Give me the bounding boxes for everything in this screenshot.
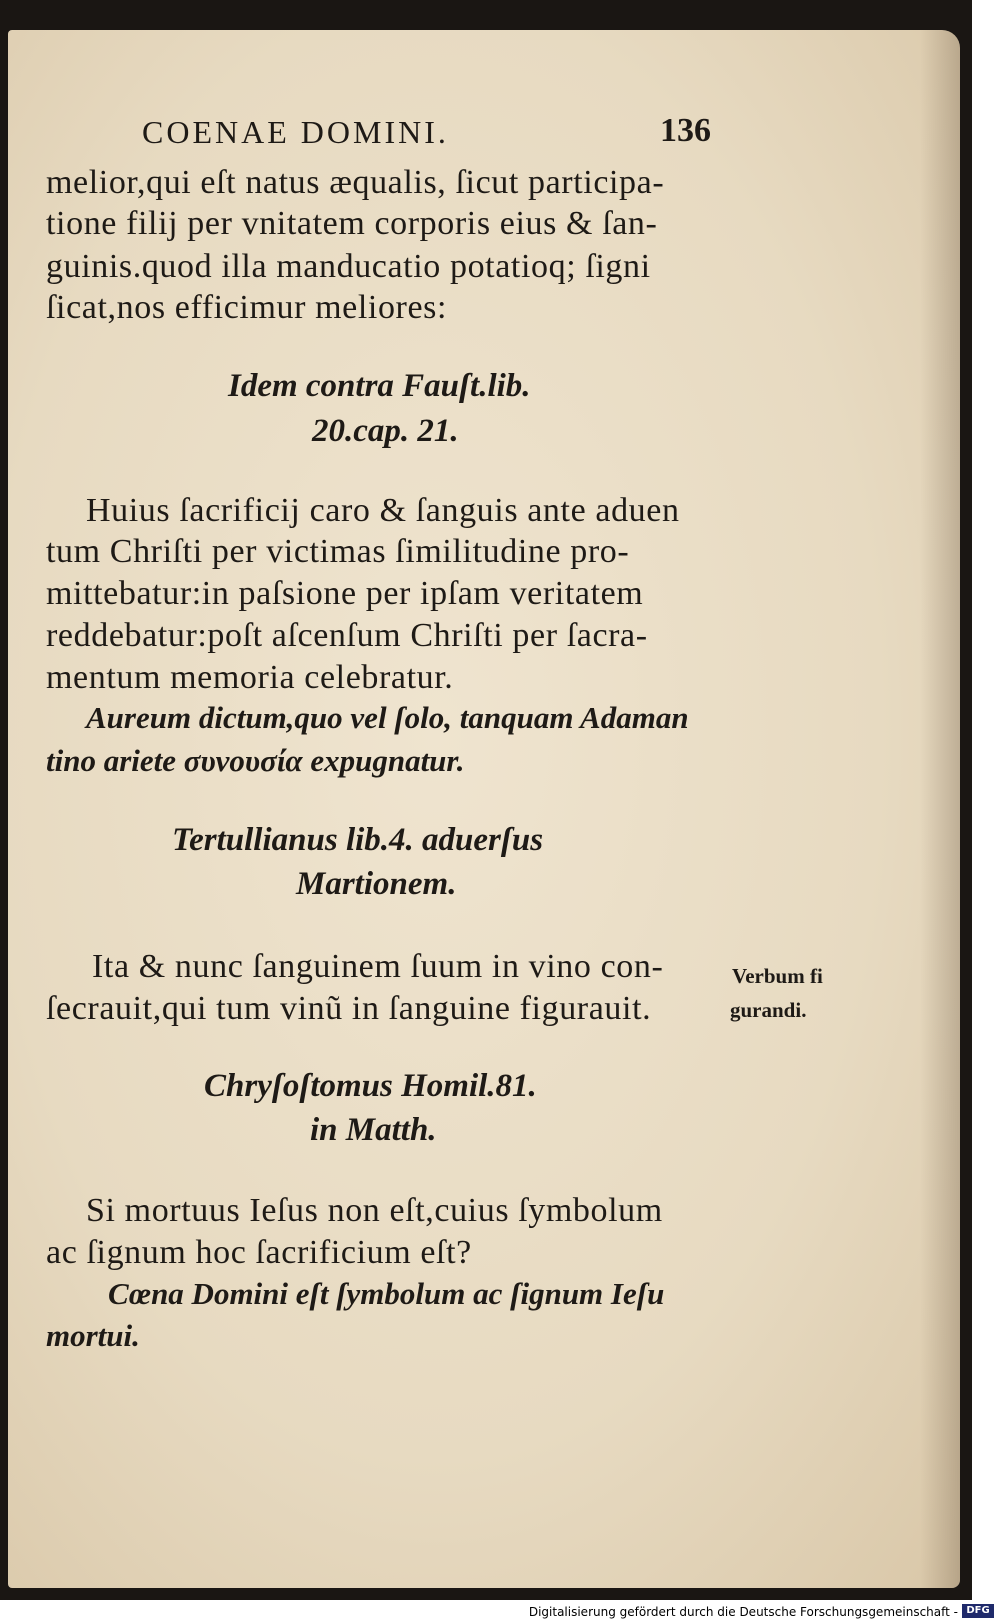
- gloss-line: tino ariete συνουσία expugnatur.: [46, 743, 465, 778]
- text-line: Si mortuus Ieſus non eſt,cuius ſymbolum: [86, 1192, 663, 1229]
- text-line: tione filij per vnitatem corporis eius & ſan-: [46, 205, 658, 242]
- citation-heading: Tertullianus lib.4. aduerſus: [172, 822, 544, 858]
- margin-note: Verbum fi: [732, 964, 823, 988]
- running-title: COENAE DOMINI.: [142, 114, 449, 150]
- text-line: ac ſignum hoc ſacrificium eſt?: [46, 1234, 472, 1271]
- text-line: mentum memoria celebratur.: [46, 659, 454, 696]
- dfg-logo: DFG: [962, 1604, 994, 1618]
- citation-heading: Idem contra Fauſt.lib.: [228, 368, 531, 404]
- gloss-line: Aureum dictum,quo vel ſolo, tanquam Adaman: [86, 700, 689, 735]
- paper-edge-shadow: [920, 30, 960, 1588]
- text-line: reddebatur:poſt aſcenſum Chriſti per ſacra-: [46, 617, 648, 654]
- text-line: guinis.quod illa manducatio potatioq; ſigni: [46, 248, 651, 285]
- gloss-line: mortui.: [46, 1318, 140, 1353]
- citation-heading: 20.cap. 21.: [312, 413, 459, 449]
- text-line: Huius ſacrificij caro & ſanguis ante aduen: [86, 492, 680, 529]
- margin-note: gurandi.: [730, 998, 807, 1022]
- text-line: mittebatur:in paſsione per ipſam veritatem: [46, 575, 644, 612]
- citation-heading: Martionem.: [296, 866, 457, 902]
- text-line: Ita & nunc ſanguinem ſuum in vino con-: [92, 948, 664, 985]
- text-line: melior,qui eſt natus æqualis, ſicut participa-: [46, 164, 665, 201]
- gloss-line: Cœna Domini eſt ſymbolum ac ſignum Ieſu: [108, 1276, 665, 1311]
- citation-heading: in Matth.: [310, 1112, 437, 1148]
- text-line: ſicat,nos efficimur meliores:: [46, 289, 448, 326]
- page-number: 136: [660, 112, 711, 149]
- text-line: tum Chriſti per victimas ſimilitudine pro-: [46, 533, 630, 570]
- citation-heading: Chryſoſtomus Homil.81.: [204, 1068, 537, 1104]
- text-line: ſecrauit,qui tum vinũ in ſanguine figurauit.: [46, 990, 652, 1027]
- digitization-credit: Digitalisierung gefördert durch die Deutsche Forschungsgemeinschaft -: [528, 1605, 958, 1619]
